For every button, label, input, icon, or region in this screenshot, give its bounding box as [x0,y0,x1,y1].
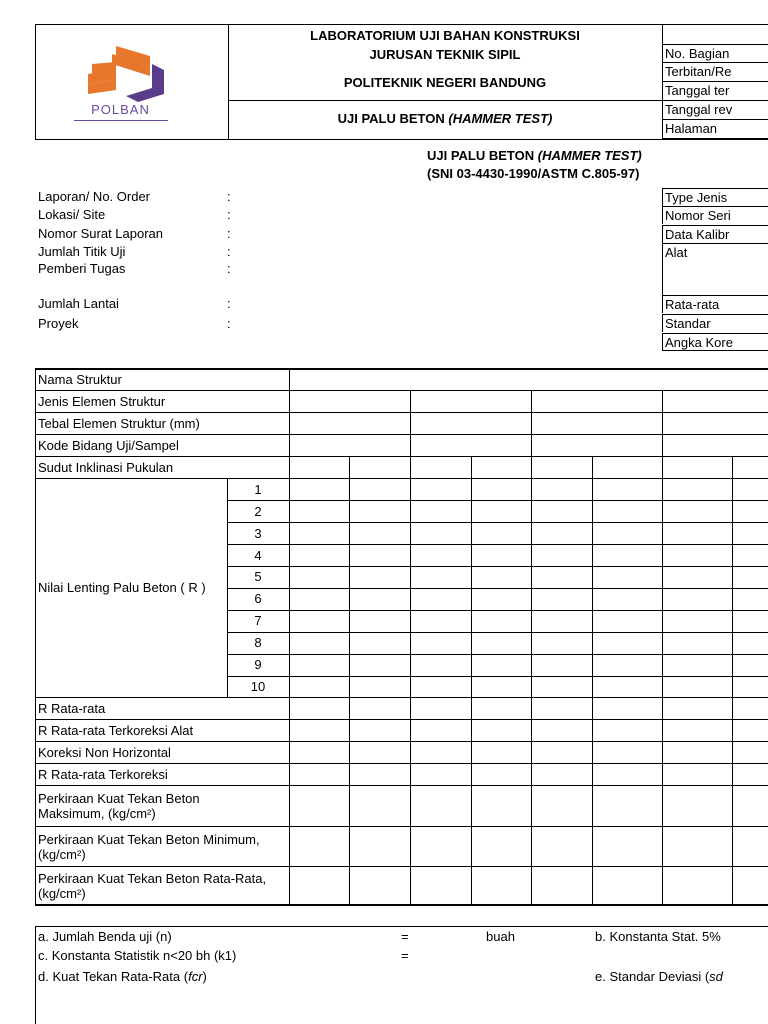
department-name: JURUSAN TEKNIK SIPIL [369,47,521,62]
header-right-cell-4: Tanggal rev [662,101,768,120]
info-right-type: Type Jenis [662,188,768,206]
summary-eq: = [401,929,409,944]
info-sep: : [227,244,231,259]
row-label-r-corrected: R Rata-rata Terkoreksi [38,767,168,782]
info-sep: : [227,261,231,276]
info-right-tool: Alat [662,243,768,261]
institution-name: POLITEKNIK NEGERI BANDUNG [343,75,547,90]
summary-unit: buah [486,929,515,944]
document-standard: (SNI 03-4430-1990/ASTM C.805-97) [427,166,640,181]
info-right-serial: Nomor Seri [662,206,768,224]
row-label-strength-avg-2: (kg/cm²) [38,886,86,901]
info-label-assigner: Pemberi Tugas [38,261,126,276]
rebound-index-6: 6 [254,591,262,606]
summary-k1-label: c. Konstanta Statistik n<20 bh (k1) [38,948,237,963]
header-title [228,111,662,126]
summary-mean-strength-label [38,969,207,985]
info-right-calibration: Data Kalibr [662,225,768,243]
document-title [427,148,642,164]
logo-text: POLBAN [91,102,150,117]
row-label-element-type: Jenis Elemen Struktur [38,394,166,409]
row-label-strength-avg-1: Perkiraan Kuat Tekan Beton Rata-Rata, [38,871,267,886]
info-label-floors: Jumlah Lantai [38,296,119,311]
row-label-non-horizontal-correction: Koreksi Non Horizontal [38,745,171,760]
info-label-location: Lokasi/ Site [38,207,106,222]
rebound-index-9: 9 [254,657,262,672]
rebound-index-10: 10 [250,679,266,694]
rebound-index-8: 8 [254,635,262,650]
rebound-index-1: 1 [254,482,262,497]
row-label-strength-max-1: Perkiraan Kuat Tekan Beton [38,791,200,806]
summary-mean-strength-end: ) [202,969,207,984]
info-right-average: Rata-rata [662,295,768,313]
polban-logo [68,40,173,124]
info-right-standard: Standar [662,314,768,332]
row-label-strength-min-1: Perkiraan Kuat Tekan Beton Minimum, [38,832,260,847]
info-label-order: Laporan/ No. Order [38,189,151,204]
rebound-index-7: 7 [254,613,262,628]
summary-eq: = [401,948,409,963]
summary-stat-constant-label: b. Konstanta Stat. 5% [595,929,721,944]
info-sep: : [227,189,231,204]
rebound-index-3: 3 [254,526,262,541]
header-right-cell-1: No. Bagian [662,44,768,63]
document-title-normal: UJI PALU BETON [427,148,538,163]
info-sep: : [227,316,231,331]
row-label-r-average: R Rata-rata [38,701,106,716]
info-label-project: Proyek [38,316,79,331]
summary-mean-strength-symbol: fcr [188,969,203,984]
rebound-index-2: 2 [254,504,262,519]
info-label-test-points: Jumlah Titik Uji [38,244,126,259]
info-right-correction: Angka Kore [662,333,768,351]
header-right-cell-3: Tanggal ter [662,82,768,101]
info-label-letter-number: Nomor Surat Laporan [38,226,164,241]
lab-name: LABORATORIUM UJI BAHAN KONSTRUKSI [310,28,580,43]
rebound-index-5: 5 [254,569,262,584]
rebound-index-4: 4 [254,548,262,563]
row-label-rebound-number: Nilai Lenting Palu Beton ( R ) [38,580,206,595]
summary-std-dev-text: e. Standar Deviasi ( [595,969,710,984]
row-label-sample-code: Kode Bidang Uji/Sampel [38,438,179,453]
row-label-inclination: Sudut Inklinasi Pukulan [38,460,174,475]
header-title-italic: (HAMMER TEST) [448,111,553,126]
summary-mean-strength-text: d. Kuat Tekan Rata-Rata ( [38,969,189,984]
header-title-normal: UJI PALU BETON [337,111,449,126]
row-label-strength-min-2: (kg/cm²) [38,847,86,862]
summary-std-dev-symbol: sd [709,969,723,984]
summary-std-dev-label [595,969,723,985]
info-sep: : [227,296,231,311]
header-right-cell-2: Terbitan/Re [662,63,768,82]
document-title-italic: (HAMMER TEST) [537,148,642,163]
row-label-strength-max-2: Maksimum, (kg/cm²) [38,806,156,821]
header-right-cell-5: Halaman [662,120,768,139]
row-label-r-corrected-tool: R Rata-rata Terkoreksi Alat [38,723,194,738]
summary-sample-count-label: a. Jumlah Benda uji (n) [38,929,172,944]
row-label-structure-name: Nama Struktur [38,372,122,387]
info-sep: : [227,226,231,241]
info-sep: : [227,207,231,222]
row-label-element-thickness: Tebal Elemen Struktur (mm) [38,416,200,431]
